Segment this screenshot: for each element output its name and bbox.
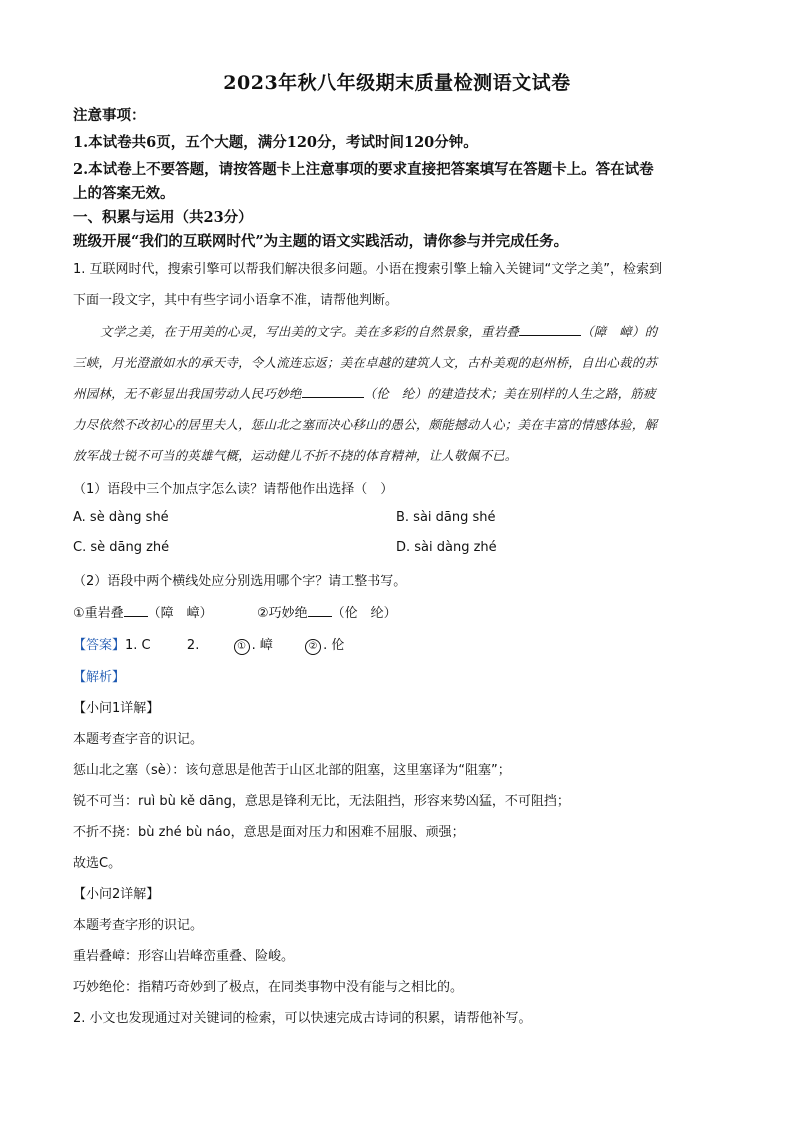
analysis-part-2-tag: 【小问2详解】	[73, 887, 160, 902]
analysis-p4: 不折不挠：bù zhé bù náo，意思是面对压力和困难不屈服、顽强；	[73, 825, 465, 840]
fill-1a: ①重岩叠	[73, 606, 124, 621]
notice-item-1: 1.本试卷共6页，五个大题，满分120分，考试时间120分钟。	[73, 134, 478, 151]
blank-2	[302, 385, 364, 398]
analysis-p3: 锐不可当：ruì bù kě dāng，意思是锋利无比，无法阻挡，形容来势凶猛，不可阻挡；	[73, 794, 570, 809]
blank-1	[519, 323, 581, 336]
sub-question-1: （1）语段中三个加点字怎么读？请帮他作出选择（ ）	[73, 482, 394, 497]
answer-circle-2: ②	[305, 639, 321, 655]
passage-line-1	[100, 322, 657, 340]
fill-2b: （伦 纶）	[331, 606, 397, 621]
passage-line-2: 三峡，月光澄澈如水的承天寺，令人流连忘返；美在卓越的建筑人文，古朴美观的赵州桥，自出心裁的苏	[73, 355, 658, 370]
option-a: A. sè dàng shé	[73, 510, 169, 525]
passage-line-3a: 州园林，无不彰显出我国劳动人民巧妙绝	[73, 386, 302, 401]
answer-value-1: . 嶂	[251, 638, 273, 653]
analysis-p1: 本题考查字音的识记。	[73, 732, 204, 747]
answer-circle-1: ①	[234, 639, 250, 655]
answer-value-2: . 伦	[323, 638, 345, 653]
passage-line-5: 放军战士锐不可当的英雄气概，运动健儿不折不挠的体育精神，让人敬佩不已。	[73, 448, 518, 463]
analysis-p8: 巧妙绝伦：指精巧奇妙到了极点，在同类事物中没有能与之相比的。	[73, 980, 464, 995]
answer-2: 2.	[186, 638, 200, 653]
fill-2a: ②巧妙绝	[256, 606, 308, 621]
option-b: B. sài dāng shé	[396, 510, 496, 525]
analysis-p6: 本题考查字形的识记。	[73, 918, 204, 933]
passage-line-1a: 文学之美，在于用美的心灵，写出美的文字。美在多彩的自然景象，重岩叠	[100, 324, 520, 339]
fill-blank-2	[308, 604, 332, 617]
analysis-part-1-tag: 【小问1详解】	[73, 701, 160, 716]
section-intro: 班级开展“我们的互联网时代”为主题的语文实践活动，请你参与并完成任务。	[73, 233, 569, 250]
fill-blank-1	[124, 604, 148, 617]
page-title: 2023年秋八年级期末质量检测语文试卷	[223, 72, 571, 94]
answer-tag: 【答案】	[73, 638, 126, 653]
fill-1b: （障 嶂）	[147, 606, 213, 621]
section-heading: 一、积累与运用（共23分）	[73, 209, 253, 226]
notice-item-2a: 2.本试卷上不要答题，请按答题卡上注意事项的要求直接把答案填写在答题卡上。答在试卷	[73, 161, 654, 178]
analysis-p2: 惩山北之塞（sè）：该句意思是他苦于山区北部的阻塞，这里塞译为“阻塞”；	[73, 763, 511, 778]
passage-line-3b: （伦 纶）的建造技术；美在别样的人生之路，筋疲	[363, 386, 656, 401]
passage-line-4: 力尽依然不改初心的居里夫人，惩山北之塞而决心移山的愚公，颇能撼动人心；美在丰富的情感体验，解	[73, 417, 658, 432]
notice-item-2b: 上的答案无效。	[73, 185, 175, 202]
q1-stem-b: 下面一段文字，其中有些字词小语拿不准，请帮他判断。	[73, 293, 399, 308]
sub-question-2: （2）语段中两个横线处应分别选用哪个字？请工整书写。	[73, 574, 407, 589]
answer-1: 1. C	[125, 638, 151, 653]
option-c: C. sè dāng zhé	[73, 540, 170, 555]
passage-line-3	[73, 384, 656, 402]
answer-line	[73, 634, 344, 655]
analysis-p5: 故选C。	[73, 856, 122, 871]
passage-line-1b: （障 嶂）的	[581, 324, 658, 339]
fill-line	[73, 602, 397, 621]
analysis-p7: 重岩叠嶂：形容山岩峰峦重叠、险峻。	[73, 949, 295, 964]
analysis-tag: 【解析】	[73, 670, 126, 685]
option-d: D. sài dàng zhé	[396, 540, 497, 555]
notice-heading: 注意事项：	[73, 107, 146, 124]
q1-stem-a: 1. 互联网时代，搜索引擎可以帮我们解决很多问题。小语在搜索引擎上输入关键词“文学之美”，检索到	[73, 262, 663, 277]
q2-stem: 2. 小文也发现通过对关键词的检索，可以快速完成古诗词的积累，请帮他补写。	[73, 1011, 532, 1026]
